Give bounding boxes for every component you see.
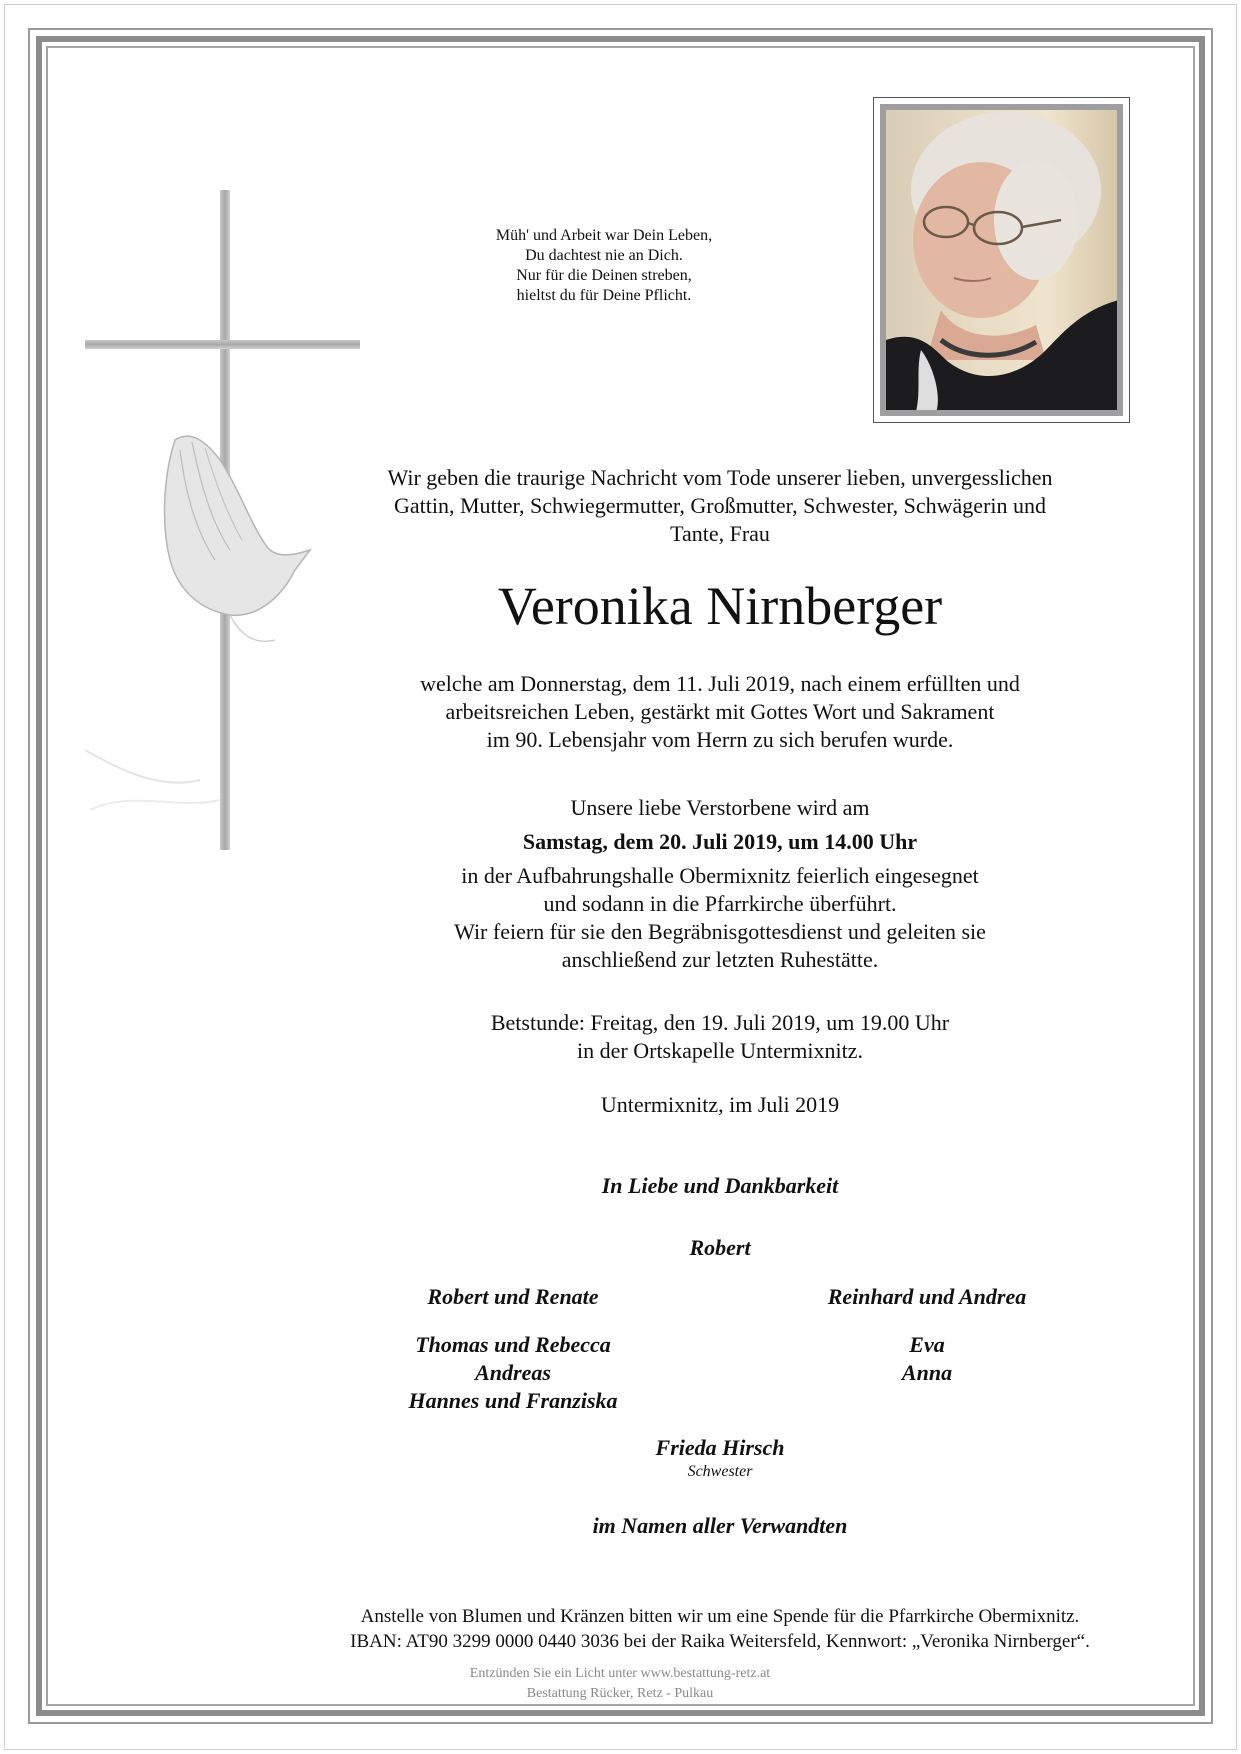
death-line: welche am Donnerstag, dem 11. Juli 2019, nach einem erfüllten und xyxy=(420,671,1020,696)
motto-line: Müh' und Arbeit war Dein Leben, xyxy=(495,227,713,244)
motto-line: Du dachtest nie an Dich. xyxy=(525,247,683,264)
portrait-photo-mat xyxy=(880,104,1123,416)
funeral-line: anschließend zur letzten Ruhestätte. xyxy=(561,947,879,972)
funeral-line: in der Aufbahrungshalle Obermixnitz feierlich eingesegnet xyxy=(461,863,979,888)
funeral-details xyxy=(320,862,1120,974)
signature-name: Thomas und Rebecca xyxy=(415,1332,611,1357)
signature-left-group xyxy=(333,1331,693,1415)
death-announcement-intro xyxy=(320,464,1120,548)
motto-line: hieltst du für Deine Pflicht. xyxy=(516,287,692,304)
death-details xyxy=(320,670,1120,754)
donation-request xyxy=(320,1604,1120,1654)
portrait-illustration xyxy=(886,110,1117,410)
signature-closing: im Namen aller Verwandten xyxy=(592,1513,848,1538)
funeral-line: Wir feiern für sie den Begräbnisgottesdienst und geleiten sie xyxy=(454,919,986,944)
motto-verse xyxy=(430,226,778,306)
signature-name: Anna xyxy=(901,1360,953,1385)
portrait-photo-frame xyxy=(873,97,1130,423)
place-and-date: Untermixnitz, im Juli 2019 xyxy=(600,1092,840,1117)
funeral-date: Samstag, dem 20. Juli 2019, um 14.00 Uhr xyxy=(522,829,918,854)
footer-credits xyxy=(420,1664,820,1704)
signature-name: Andreas xyxy=(475,1360,551,1385)
footer-undertaker-line: Bestattung Rücker, Retz - Pulkau xyxy=(526,1686,714,1701)
prayer-line: in der Ortskapelle Untermixnitz. xyxy=(577,1038,863,1063)
funeral-intro: Unsere liebe Verstorbene wird am xyxy=(570,795,870,820)
dedication: In Liebe und Dankbarkeit xyxy=(601,1173,839,1198)
prayer-service xyxy=(320,1009,1120,1065)
announcement-line: Gattin, Mutter, Schwiegermutter, Großmutter, Schwester, Schwägerin und xyxy=(393,493,1047,518)
signature-sibling-role: Schwester xyxy=(687,1463,753,1480)
announcement-line: Tante, Frau xyxy=(670,521,770,546)
death-line: arbeitsreichen Leben, gestärkt mit Gottes Wort und Sakrament xyxy=(445,699,995,724)
signature-right-group xyxy=(747,1331,1107,1387)
footer-link-line[interactable]: Entzünden Sie ein Licht unter www.bestattung-retz.at xyxy=(469,1666,771,1681)
deceased-name: Veronika Nirnberger xyxy=(497,576,943,636)
donation-line: Anstelle von Blumen und Kränzen bitten wir um eine Spende für die Pfarrkirche Obermixnitz. xyxy=(360,1606,1080,1627)
death-line: im 90. Lebensjahr vom Herrn zu sich berufen wurde. xyxy=(486,727,954,752)
signature-name: Eva xyxy=(909,1332,945,1357)
motto-line: Nur für die Deinen streben, xyxy=(516,267,692,284)
signature-left-top: Robert und Renate xyxy=(427,1284,599,1309)
funeral-line: und sodann in die Pfarrkirche überführt. xyxy=(543,891,897,916)
signature-sibling: Frieda Hirsch xyxy=(655,1435,785,1460)
announcement-line: Wir geben die traurige Nachricht vom Tode unserer lieben, unvergesslichen xyxy=(387,465,1053,490)
portrait-photo xyxy=(886,110,1117,410)
signature-spouse: Robert xyxy=(689,1235,751,1260)
donation-line: IBAN: AT90 3299 0000 0440 3036 bei der Raika Weitersfeld, Kennwort: „Veronika Nirnberger“. xyxy=(350,1631,1090,1652)
signature-right-top: Reinhard und Andrea xyxy=(827,1284,1027,1309)
signature-name: Hannes und Franziska xyxy=(408,1388,618,1413)
prayer-line: Betstunde: Freitag, den 19. Juli 2019, um 19.00 Uhr xyxy=(490,1010,950,1035)
